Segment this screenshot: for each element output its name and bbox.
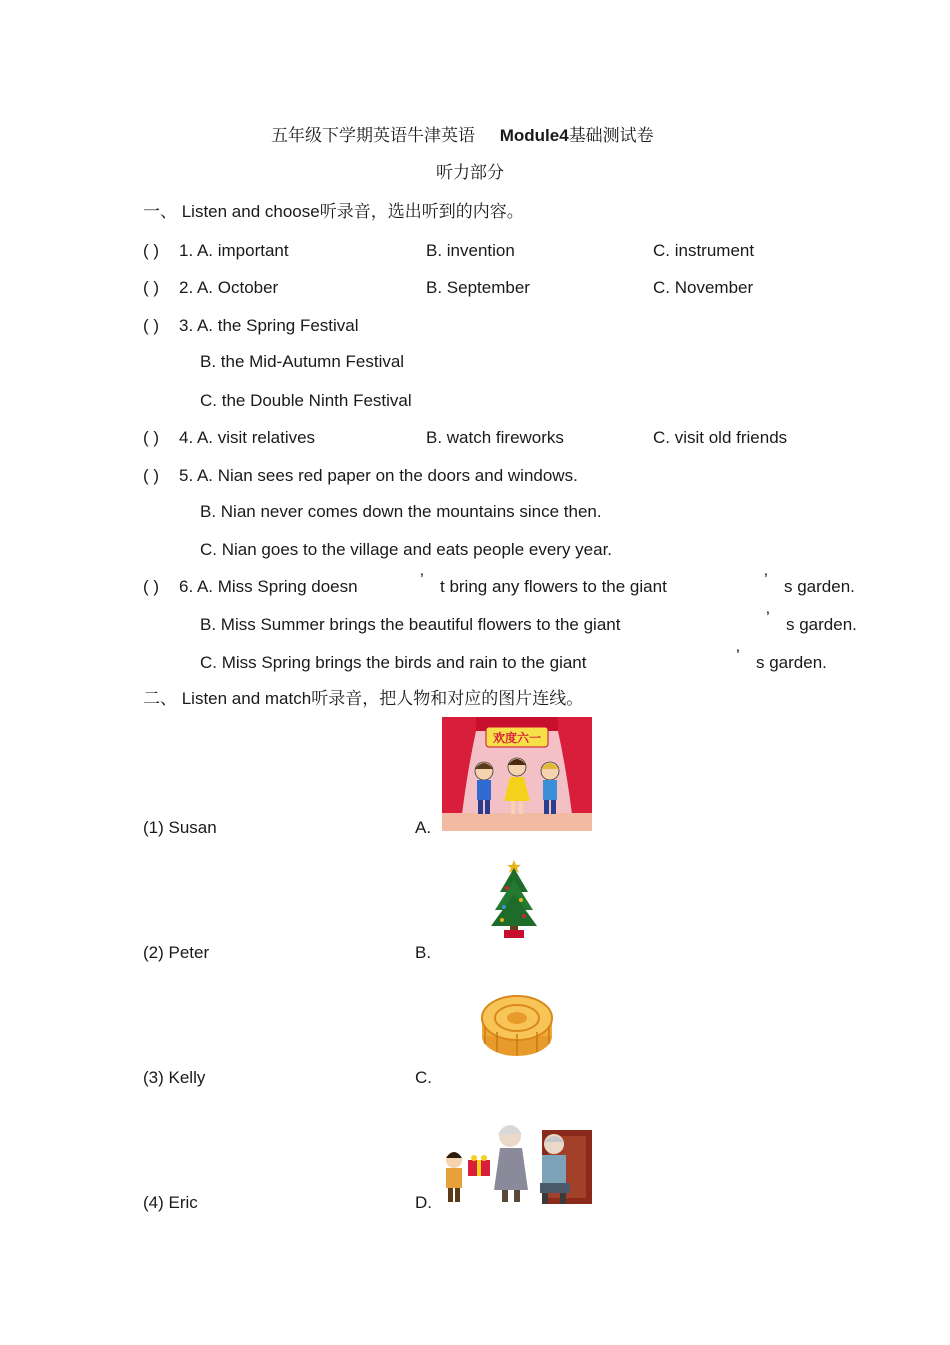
title-suffix: 基础测试卷 bbox=[568, 126, 654, 145]
q6-option-a-part1: 6. A. Miss Spring doesn bbox=[179, 577, 358, 596]
q6-option-a-part3: s garden. bbox=[784, 577, 855, 596]
q6-option-b-part1: B. Miss Summer brings the beautiful flowers to the giant bbox=[200, 615, 621, 634]
q2-option-a: 2. A. October bbox=[179, 278, 279, 297]
person-kelly: (3) Kelly bbox=[143, 1068, 206, 1087]
visiting-grandparents-picture bbox=[442, 1110, 592, 1204]
person-eric: (4) Eric bbox=[143, 1193, 198, 1212]
q6-option-c-part1: C. Miss Spring brings the birds and rain to the giant bbox=[200, 653, 587, 672]
q6-paren: ( ) bbox=[143, 577, 160, 596]
banner-text: 欢度六一 bbox=[492, 731, 542, 745]
childrens-day-picture bbox=[442, 717, 592, 831]
q5-paren: ( ) bbox=[143, 466, 160, 485]
person-susan: (1) Susan bbox=[143, 818, 217, 837]
letter-a: A. bbox=[415, 818, 432, 837]
section2-heading: 二、 Listen and match听录音，把人物和对应的图片连线。 bbox=[143, 689, 584, 708]
q2-paren: ( ) bbox=[143, 278, 160, 297]
letter-b: B. bbox=[415, 943, 432, 962]
q1-paren: ( ) bbox=[143, 241, 160, 260]
q6-option-c-apostrophe: ’ bbox=[736, 646, 740, 665]
title-cn: 五年级下学期英语牛津英语 bbox=[271, 126, 475, 145]
christmas-tree-picture bbox=[442, 852, 592, 952]
section1-heading: 一、 Listen and choose听录音，选出听到的内容。 bbox=[143, 202, 524, 221]
q5-option-c: C. Nian goes to the village and eats people every year. bbox=[200, 540, 613, 559]
q6-option-b-part2: s garden. bbox=[786, 615, 857, 634]
q4-option-b: B. watch fireworks bbox=[426, 428, 564, 447]
letter-c: C. bbox=[415, 1068, 432, 1087]
q4-option-c: C. visit old friends bbox=[653, 428, 788, 447]
letter-d: D. bbox=[415, 1193, 432, 1212]
mooncake-picture bbox=[442, 978, 592, 1073]
q2-option-c: C. November bbox=[653, 278, 754, 297]
q3-option-a: 3. A. the Spring Festival bbox=[179, 316, 359, 335]
q6-option-a-apostrophe1: ’ bbox=[420, 570, 424, 589]
person-peter: (2) Peter bbox=[143, 943, 210, 962]
q1-option-b: B. invention bbox=[426, 241, 515, 260]
q6-option-a-part2: t bring any flowers to the giant bbox=[440, 577, 667, 596]
q6-option-b-apostrophe: ’ bbox=[766, 608, 770, 627]
q6-option-a-apostrophe2: ’ bbox=[764, 570, 768, 589]
q5-option-b: B. Nian never comes down the mountains since then. bbox=[200, 502, 602, 521]
q5-option-a: 5. A. Nian sees red paper on the doors and windows. bbox=[179, 466, 578, 485]
q3-option-c: C. the Double Ninth Festival bbox=[200, 391, 412, 410]
q1-option-a: 1. A. important bbox=[179, 241, 289, 260]
q4-option-a: 4. A. visit relatives bbox=[179, 428, 316, 447]
title-module: Module4 bbox=[499, 126, 569, 145]
page-title bbox=[271, 126, 654, 146]
q3-paren: ( ) bbox=[143, 316, 160, 335]
q3-option-b: B. the Mid-Autumn Festival bbox=[200, 352, 405, 371]
q4-paren: ( ) bbox=[143, 428, 160, 447]
q1-option-c: C. instrument bbox=[653, 241, 755, 260]
page-subtitle: 听力部分 bbox=[436, 163, 504, 182]
q6-option-c-part2: s garden. bbox=[756, 653, 827, 672]
q2-option-b: B. September bbox=[426, 278, 530, 297]
